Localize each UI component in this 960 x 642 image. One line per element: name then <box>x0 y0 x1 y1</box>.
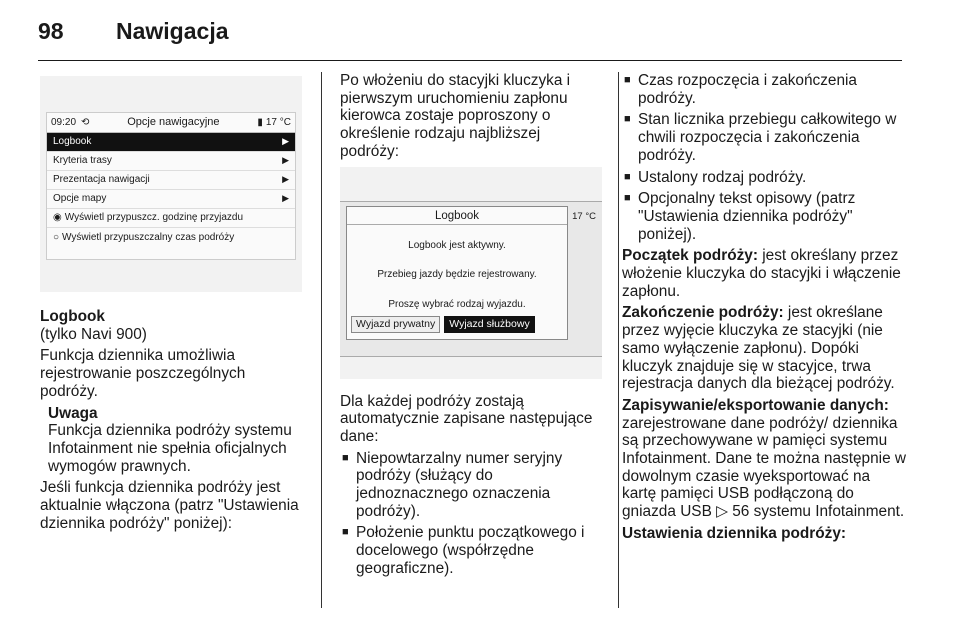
logbook-settings-heading: Ustawienia dziennika podróży: <box>622 524 847 542</box>
list-item: ■ Czas rozpoczęcia i zakończenia podróży. <box>624 72 857 107</box>
bullet-icon: ■ <box>624 113 631 126</box>
chevron-right-icon: ▶ <box>282 193 289 204</box>
logbook-heading: Logbook <box>40 308 105 325</box>
bullet-icon: ■ <box>624 74 631 86</box>
navi-options-screen-figure <box>40 76 302 292</box>
chevron-right-icon: ▶ <box>282 174 289 185</box>
logbook-dialog-screen <box>340 201 602 357</box>
note-title: Uwaga <box>48 404 98 422</box>
logbook-active-paragraph: Jeśli funkcja dziennika podróży jest aktualnie włączona (patrz "Ustawienia dziennika podróży" poniżej): <box>40 479 299 532</box>
list-item: ■ Stan licznika przebiegu całkowitego w chwili rozpoczęcia i zakończenia podróży. <box>624 111 897 164</box>
screen-status-bar <box>47 113 295 133</box>
header-rule <box>38 60 902 61</box>
dialog-line-3: Proszę wybrać rodzaj wyjazdu. <box>388 298 526 310</box>
list-item: ■ Położenie punktu początkowego i docelowego (współrzędne geograficzne). <box>342 524 585 577</box>
logbook-dialog-figure <box>340 167 602 379</box>
list-item: ■ Opcjonalny tekst opisowy (patrz "Ustawienia dziennika podróży" poniżej). <box>624 190 856 243</box>
bullet-icon: ■ <box>624 192 631 205</box>
screen-clock: 09:20 <box>51 116 77 128</box>
data-export-paragraph: Zapisywanie/eksportowanie danych: zarejestrowane dane podróży/ dziennika są przechowywane w pamięci systemu Infotainment. Dane te można następnie w dowolnym czasie wyeksportować na kartę pamięci USB podłączoną do gniazda USB ▷ 56 systemu Infotainment. <box>622 396 907 521</box>
radio-empty-icon: ○ <box>53 231 60 243</box>
bullet-icon: ■ <box>342 526 349 539</box>
screen-temperature: 17 °C <box>265 116 291 128</box>
dialog-buttons <box>351 316 535 333</box>
radio-selected-icon: ◉ <box>53 212 62 224</box>
private-trip-button[interactable]: Wyjazd prywatny <box>351 316 440 333</box>
chevron-right-icon: ▶ <box>282 136 289 147</box>
section-title: Nawigacja <box>116 18 229 44</box>
page-reference[interactable]: 56 systemu Infotainment. <box>732 503 905 521</box>
trip-start-label: Początek podróży: <box>622 247 758 265</box>
screen-title: Opcje nawigacyjne <box>127 115 220 128</box>
logbook-subheading: (tylko Navi 900) <box>40 325 147 343</box>
column-2 <box>340 72 602 582</box>
column-3 <box>622 72 907 547</box>
trip-start-paragraph: Początek podróży: jest określany przez włożenie kluczyka do stacyjki i włączenie zapłonu. <box>622 247 901 300</box>
dialog-line-2: Przebieg jazdy będzie rejestrowany. <box>377 269 537 281</box>
menu-item-logbook[interactable]: Logbook ▶ <box>47 133 295 152</box>
menu-item-navigation-display[interactable]: Prezentacja nawigacji ▶ <box>47 171 295 190</box>
bullet-icon: ■ <box>342 451 349 464</box>
chevron-right-icon: ▶ <box>282 155 289 166</box>
page-number: 98 <box>38 18 64 44</box>
page-reference-icon: ▷ <box>716 503 733 521</box>
list-item: ■ Ustalony rodzaj podróży. <box>624 168 807 186</box>
dialog-line-1: Logbook jest aktywny. <box>408 239 506 251</box>
data-export-label: Zapisywanie/eksportowanie danych: <box>622 396 889 414</box>
saved-data-paragraph: Dla każdej podróży zostają automatycznie zapisane następujące dane: <box>340 392 593 445</box>
note-block <box>40 405 302 476</box>
trip-end-paragraph: Zakończenie podróży: jest określane przez wyjęcie kluczyka ze stacyjki (nie samo wyłączenie zapłonu). Dopóki kluczyk znajduje się w stacyjce, trwa rejestracja danych dla bieżącej podróży. <box>622 304 895 393</box>
menu-item-map-options[interactable]: Opcje mapy ▶ <box>47 190 295 209</box>
trip-end-label: Zakończenie podróży: <box>622 304 784 322</box>
column-1 <box>40 72 302 536</box>
column-divider-2 <box>618 72 619 608</box>
phone-icon: ▮ <box>257 116 263 128</box>
menu-item-route-criteria[interactable]: Kryteria trasy ▶ <box>47 152 295 171</box>
logbook-intro: Funkcja dziennika umożliwia rejestrowanie poszczególnych podróży. <box>40 347 246 400</box>
logbook-dialog <box>346 206 568 340</box>
navi-options-screen <box>46 112 296 260</box>
radio-travel-time[interactable]: ○ Wyświetl przypuszczalny czas podróży <box>47 228 295 247</box>
back-icon: ⟲ <box>81 116 90 128</box>
business-trip-button[interactable]: Wyjazd służbowy <box>444 316 534 333</box>
dialog-title: Logbook <box>347 207 567 225</box>
page-header <box>38 18 229 48</box>
column-divider-1 <box>321 72 322 608</box>
screen-temperature: 17 °C <box>572 210 596 222</box>
list-item: ■ Niepowtarzalny numer seryjny podróży (służący do jednoznacznego oznaczenia podróży). <box>342 449 563 520</box>
radio-arrival-time[interactable]: ◉ Wyświetl przypuszcz. godzinę przyjazdu <box>47 209 295 228</box>
note-text: Funkcja dziennika podróży systemu Infotainment nie spełnia oficjalnych wymogów prawnych. <box>48 422 292 475</box>
bullet-icon: ■ <box>624 170 631 183</box>
ignition-paragraph: Po włożeniu do stacyjki kluczyka i pierwszym uruchomieniu zapłonu kierowca zostaje poproszony o określenie rodzaju najbliższej podróży: <box>340 72 571 160</box>
